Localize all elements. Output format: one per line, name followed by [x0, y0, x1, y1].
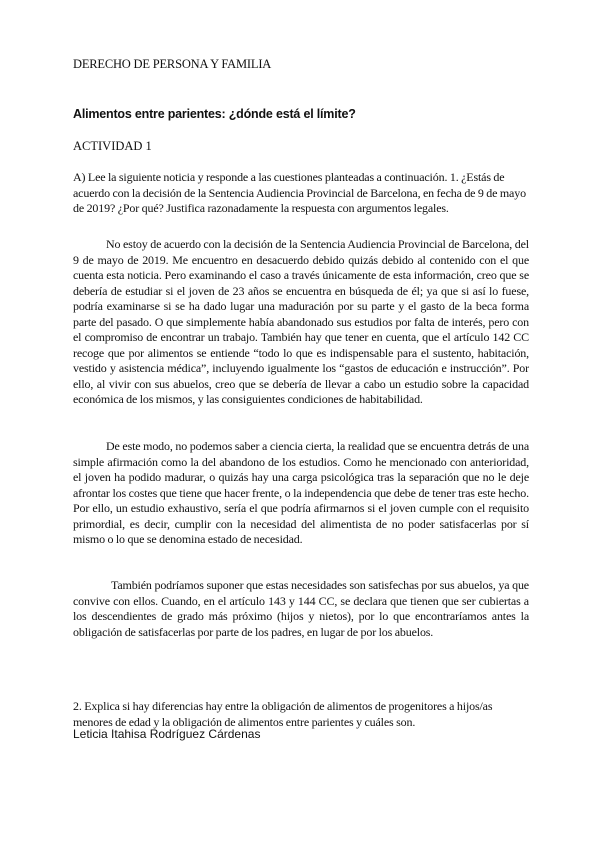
question-2: 2. Explica si hay diferencias hay entre la obligación de alimentos de progenitores a hijos/as menores de edad y la obligación de alimentos entre parientes y cuáles son. [73, 699, 493, 729]
document-title: Alimentos entre parientes: ¿dónde está el límite? [73, 107, 356, 121]
activity-label: ACTIVIDAD 1 [73, 139, 152, 153]
answer-paragraph-1: No estoy de acuerdo con la decisión de la Sentencia Audiencia Provincial de Barcelona, del 9 de mayo de 2019. Me encuentro en desacuerdo debido quizás debido al contenido con el que cuenta esta noticia. Pero examinando el caso a través únicamente de esta información, creo que se debería de estudiar si el joven de 23 años se encuentra en búsqueda de él; ya que si así lo fuese, podría examinarse si se ha dado lugar una maduración por su parte y el gasto de la beca forma parte del pasado. O que simplemente había abandonado sus estudios por falta de interés, pero con el compromiso de encontrar un trabajo. También hay que tener en cuenta, que el artículo 142 CC recoge que por alimentos se entiende “todo lo que es indispensable para el sustento, habitación, vestido y asistencia médica”, incluyendo igualmente los “gastos de educación e instrucción”. Por ello, al vivir con sus abuelos, creo que se debería de llevar a cabo un estudio sobre la capacidad económica de los mismos, y las consiguientes condiciones de habitabilidad. [73, 237, 529, 406]
answer-paragraph-3: También podríamos suponer que estas necesidades son satisfechas por sus abuelos, ya que convive con ellos. Cuando, en el artículo 143 y 144 CC, se declara que tienen que ser cubiertas a los descendientes de grado más próximo (hijos y nietos), por lo que encontraríamos antes la obligación de satisfacerlas por parte de los padres, en lugar de por los abuelos. [73, 578, 529, 639]
author-name: Leticia Itahisa Rodríguez Cárdenas [73, 727, 261, 741]
course-header: DERECHO DE PERSONA Y FAMILIA [73, 57, 272, 71]
answer-paragraph-2: De este modo, no podemos saber a ciencia cierta, la realidad que se encuentra detrás de una simple afirmación como la del abandono de los estudios. Como he mencionado con anterioridad, el joven ha podido madurar, o quizás hay una carga psicológica tras la separación que no le deje afrontar los costes que tiene que hacer frente, o la independencia que debe de tener tras este hecho. Por ello, un estudio exhaustivo, sería el que podría afirmarnos si el joven cumple con el requisito primordial, es decir, cumplir con la necesidad del alimentista de no poder satisfacerlas por sí mismo o lo que se denomina estado de necesidad. [73, 439, 529, 546]
question-1: A) Lee la siguiente noticia y responde a las cuestiones planteadas a continuación. 1. ¿Estás de acuerdo con la decisión de la Sentencia Audiencia Provincial de Barcelona, en fecha de 9 de mayo de 2019? ¿Por qué? Justifica razonadamente la respuesta con argumentos legales. [73, 170, 526, 215]
